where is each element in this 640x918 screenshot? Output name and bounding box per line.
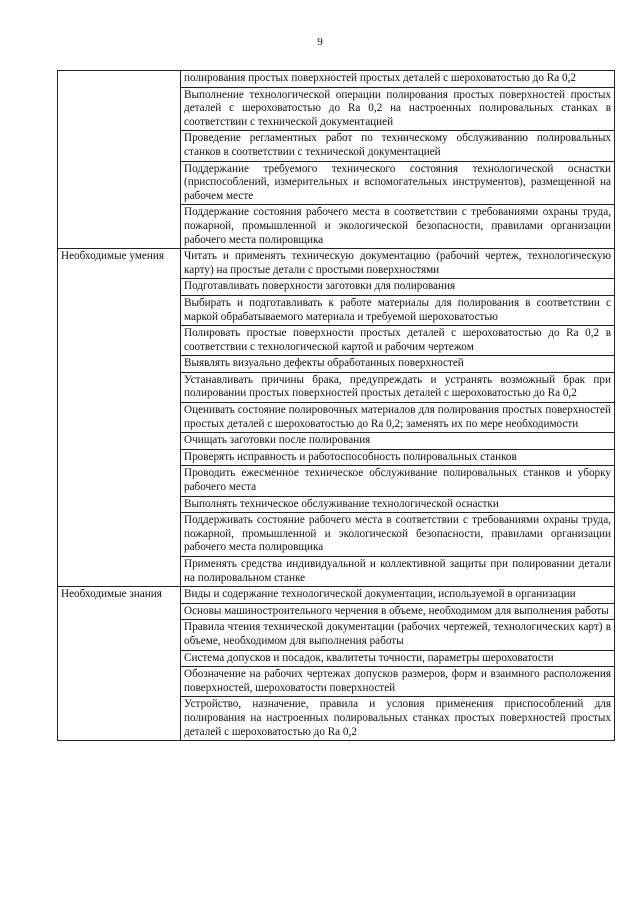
requirement-cell: Проводить ежесменное техническое обслуживание полировальных станков и уборку рабочего места [181, 466, 615, 496]
requirement-cell: Полировать простые поверхности простых деталей с шероховатостью до Ra 0,2 в соответствии с технологической картой и рабочим чертежом [181, 326, 615, 356]
requirement-cell: Поддержание требуемого технического состояния технологической оснастки (приспособлений, измерительных и вспомогательных инструментов), размещенной на рабочем месте [181, 161, 615, 205]
requirement-cell: Читать и применять техническую документацию (рабочий чертеж, технологическую карту) на простые детали с простыми поверхностями [181, 249, 615, 279]
table-row [58, 587, 615, 604]
requirement-cell: Поддержание состояния рабочего места в соответствии с требованиями охраны труда, пожарной, промышленной и экологической безопасности, правилами организации рабочего места полировщика [181, 205, 615, 249]
table-row [58, 71, 615, 88]
table-row [58, 249, 615, 279]
requirement-cell: Основы машиностроительного черчения в объеме, необходимом для выполнения работы [181, 603, 615, 620]
requirement-cell: Устройство, назначение, правила и условия применения приспособлений для полирования на настроенных полировальных станках простых поверхностей простых деталей с шероховатостью до Ra 0,2 [181, 697, 615, 741]
requirement-cell: Применять средства индивидуальной и коллективной защиты при полировании детали на полировальном станке [181, 557, 615, 587]
section-label [58, 71, 181, 249]
section-label: Необходимые умения [58, 249, 181, 587]
requirement-cell: Правила чтения технической документации (рабочих чертежей, технологических карт) в объеме, необходимом для выполнения работы [181, 620, 615, 650]
requirement-cell: Система допусков и посадок, квалитеты точности, параметры шероховатости [181, 650, 615, 667]
requirement-cell: Виды и содержание технологической документации, используемой в организации [181, 587, 615, 604]
requirement-cell: Выбирать и подготавливать к работе материалы для полирования в соответствии с маркой обрабатываемого материала и требуемой шероховатостью [181, 295, 615, 325]
requirement-cell: Оценивать состояние полировочных материалов для полирования простых поверхностей простых деталей с шероховатостью до Ra 0,2; заменять их по мере необходимости [181, 403, 615, 433]
requirement-cell: Устанавливать причины брака, предупреждать и устранять возможный брак при полировании простых поверхностей простых деталей с шероховатостью до Ra 0,2 [181, 372, 615, 402]
requirement-cell: Выполнять техническое обслуживание технологической оснастки [181, 496, 615, 513]
requirements-table-body [58, 71, 615, 741]
page-number: 9 [317, 36, 323, 48]
section-label: Необходимые знания [58, 587, 181, 741]
requirement-cell: Выявлять визуально дефекты обработанных поверхностей [181, 356, 615, 373]
requirement-cell: Поддерживать состояние рабочего места в соответствии с требованиями охраны труда, пожарной, промышленной и экологической безопасности, правилами организации рабочего места полировщика [181, 513, 615, 557]
requirement-cell: Очищать заготовки после полирования [181, 433, 615, 450]
requirement-cell: Проведение регламентных работ по техническому обслуживанию полировальных станков в соответствии с технической документацией [181, 131, 615, 161]
requirements-table [57, 70, 615, 741]
requirement-cell: Подготавливать поверхности заготовки для полирования [181, 279, 615, 296]
requirement-cell: Выполнение технологической операции полирования простых поверхностей простых деталей с шероховатостью до Ra 0,2 на настроенных полировальных станках в соответствии с технической документацией [181, 87, 615, 131]
requirement-cell: Обозначение на рабочих чертежах допусков размеров, форм и взаимного расположения поверхностей, шероховатости поверхностей [181, 667, 615, 697]
requirement-cell: Проверять исправность и работоспособность полировальных станков [181, 449, 615, 466]
requirement-cell: полирования простых поверхностей простых деталей с шероховатостью до Ra 0,2 [181, 71, 615, 88]
